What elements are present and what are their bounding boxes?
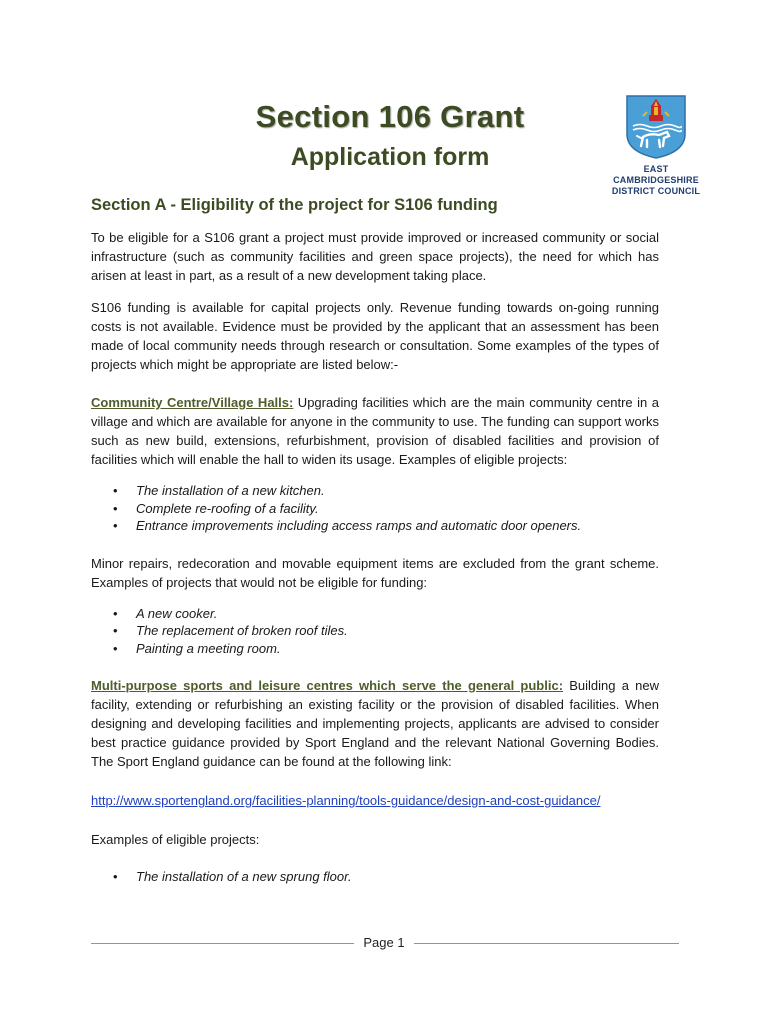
council-name (606, 164, 706, 197)
intro-paragraph-eligibility: To be eligible for a S106 grant a project must provide improved or increased community or social infrastructure (such as community facilities and green space projects), the need for which has arisen at least in part, as a result of a new development taking place. (91, 230, 659, 283)
examples-label: Examples of eligible projects: (91, 832, 260, 847)
page-title: Section 106 Grant (255, 99, 525, 134)
community-eligible-list (91, 482, 659, 535)
community-centre-paragraph (91, 393, 659, 469)
list-item: • A new cooker. (91, 605, 659, 623)
community-centre-text: Upgrading facilities which are the main community centre in a village and which are available for anyone in the community to use. The funding can support works such as new build, extensions, refurbishment, provision of disabled facilities and provision of facilities which will enable the hall to widen its usage. Examples of eligible projects: (91, 395, 659, 467)
page-subtitle: Application form (290, 143, 490, 171)
footer-rule-right (414, 943, 679, 944)
list-item: • Entrance improvements including access ramps and automatic door openers. (91, 517, 659, 535)
sports-centre-lead: Multi-purpose sports and leisure centres which serve the general public: (91, 678, 564, 693)
list-item: • Complete re-roofing of a facility. (91, 500, 659, 518)
sports-centre-paragraph (91, 676, 659, 771)
link-paragraph (91, 791, 659, 810)
list-item: • The installation of a new kitchen. (91, 482, 659, 500)
list-item: • The installation of a new sprung floor. (91, 868, 659, 886)
council-logo (606, 94, 706, 197)
council-name-line1: EAST CAMBRIDGESHIRE (613, 164, 699, 185)
sports-eligible-list (91, 868, 659, 886)
intro-paragraph-funding: S106 funding is available for capital projects only. Revenue funding towards on-going running costs is not available. Evidence must be provided by the applicant that an assessment has been made of local community needs through research or consultation. Some examples of the types of projects which might be appropriate are listed below:- (91, 300, 659, 372)
page-number: Page 1 (363, 935, 405, 950)
council-crest-icon (625, 94, 687, 160)
sport-england-guidance-link[interactable]: http://www.sportengland.org/facilities-planning/tools-guidance/design-and-cost-guidance/ (91, 793, 601, 808)
community-centre-lead: Community Centre/Village Halls: (91, 395, 294, 410)
sports-centre-text: Building a new facility, extending or refurbishing an existing facility or the provision of disabled facilities. When designing and developing facilities and implementing projects, applicants are advised to consider best practice guidance provided by Sport England and the relevant National Governing Bodies. The Sport England guidance can be found at the following link: (91, 678, 660, 769)
list-item: • Painting a meeting room. (91, 640, 659, 658)
community-not-eligible-list (91, 605, 659, 658)
council-name-line2: DISTRICT COUNCIL (611, 186, 701, 196)
document-body (91, 196, 659, 899)
list-item: • The replacement of broken roof tiles. (91, 622, 659, 640)
excluded-paragraph: Minor repairs, redecoration and movable equipment items are excluded from the grant scheme. Examples of projects that would not be eligible for funding: (91, 555, 659, 590)
footer-rule-left (91, 943, 354, 944)
section-a-heading: Section A - Eligibility of the project for S106 funding (91, 196, 498, 214)
